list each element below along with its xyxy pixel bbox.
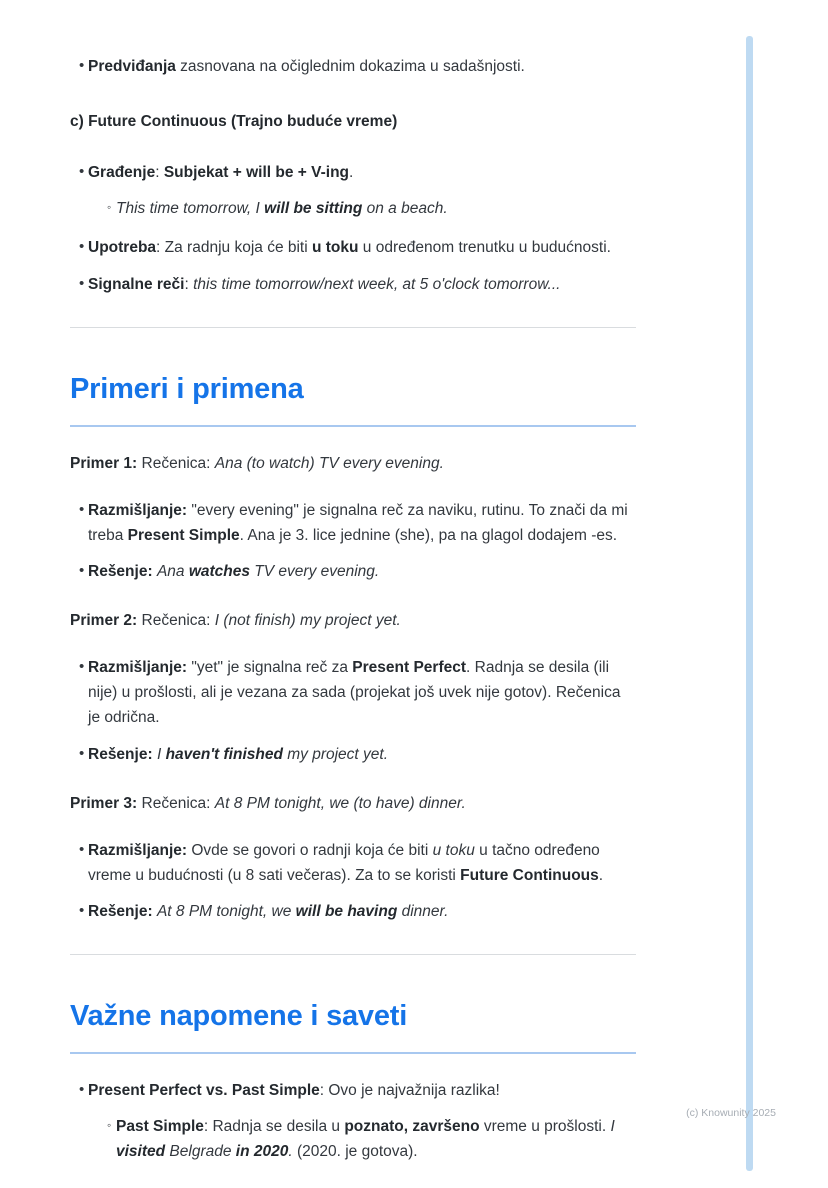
text-run: Rešenje: — [88, 562, 153, 580]
text-run: : — [184, 275, 194, 293]
section-divider — [70, 327, 636, 328]
section-heading: Važne napomene i saveti — [70, 993, 636, 1054]
bullet-item — [70, 742, 636, 767]
bullet-text — [88, 54, 636, 79]
section-heading: Primeri i primena — [70, 366, 636, 427]
text-run: on a beach. — [362, 200, 448, 218]
sub-bullet-text — [116, 1114, 636, 1164]
bullet-icon: • — [79, 561, 85, 579]
text-run: Razmišljanje: — [88, 501, 188, 519]
bullet-item — [70, 559, 636, 584]
text-run: vreme u prošlosti. — [479, 1118, 611, 1136]
text-run: : — [155, 164, 164, 182]
text-run: Signalne reči — [88, 275, 185, 293]
text-run: Subjekat + will be + V-ing — [163, 164, 350, 182]
bullet-icon: • — [79, 57, 85, 74]
text-run: dinner. — [397, 902, 449, 920]
sub-bullet-item — [70, 1114, 636, 1164]
section-divider — [70, 954, 636, 955]
text-run: Rečenica: — [137, 794, 215, 812]
bullet-list — [70, 498, 636, 584]
text-run: visited — [116, 1143, 166, 1161]
document-body — [70, 36, 636, 1188]
bullet-item — [70, 838, 636, 888]
bullet-text — [88, 1078, 636, 1103]
text-run: Primer 2: — [70, 612, 138, 630]
text-run: Razmišljanje: — [88, 841, 188, 859]
text-run: c) Future Continuous (Trajno buduće vreme) — [70, 113, 398, 131]
paragraph — [70, 109, 636, 134]
bullet-list — [70, 1078, 636, 1164]
text-run: . Ana je 3. lice jednine (she), pa na glagol dodajem -es. — [239, 526, 618, 544]
text-run: Razmišljanje: — [88, 659, 188, 677]
text-run: in 2020 — [235, 1143, 289, 1161]
bullet-list — [70, 54, 636, 79]
paragraph — [70, 608, 636, 633]
text-run: : Za radnju koja će biti — [156, 239, 312, 257]
text-run: : Ovo je najvažnija razlika! — [319, 1082, 500, 1100]
bullet-item — [70, 54, 636, 79]
bullet-text — [88, 272, 636, 297]
text-run: haven't finished — [165, 745, 283, 763]
bullet-text — [88, 498, 636, 548]
text-run: u toku — [432, 841, 475, 859]
bullet-icon: • — [79, 163, 85, 181]
text-run: : Radnja se desila u — [203, 1118, 345, 1136]
bullet-text — [88, 235, 636, 260]
text-run: Ovde se govori o radnji koja će biti — [187, 841, 433, 859]
text-run: Rešenje: — [88, 745, 153, 763]
text-run: this time tomorrow/next week, at 5 o'clock tomorrow... — [193, 275, 561, 293]
paragraph — [70, 791, 636, 816]
bullet-text — [88, 655, 636, 730]
bullet-icon: • — [79, 1081, 85, 1099]
page-edge-stripe — [746, 36, 753, 1171]
text-run: Ana — [156, 562, 189, 580]
bullet-icon: • — [79, 658, 85, 676]
bullet-icon: • — [79, 500, 85, 518]
bullet-list — [70, 838, 636, 924]
bullet-list — [70, 160, 636, 296]
text-run: . — [288, 1143, 297, 1161]
text-run: u toku — [312, 239, 359, 257]
text-run: At 8 PM tonight, we (to have) dinner. — [214, 794, 466, 812]
paragraph — [70, 451, 636, 476]
bullet-icon: • — [79, 744, 85, 762]
text-run: I (not finish) my project yet. — [214, 612, 401, 630]
text-run: At 8 PM tonight, we — [156, 902, 296, 920]
bullet-item — [70, 899, 636, 924]
text-run: Rešenje: — [88, 902, 153, 920]
text-run: Present Simple — [127, 526, 240, 544]
bullet-item — [70, 498, 636, 548]
bullet-item — [70, 1078, 636, 1103]
text-run: (2020. je gotova). — [296, 1143, 418, 1161]
sub-bullet-icon: ◦ — [107, 200, 112, 215]
text-run: "every evening" je signalna reč za naviku, rutinu. To znači da mi treba — [88, 501, 628, 544]
text-run: Ana (to watch) TV every evening. — [214, 454, 444, 472]
bullet-text — [88, 838, 636, 888]
text-run: This time tomorrow, I — [116, 200, 265, 218]
sub-bullet-item — [70, 196, 636, 221]
text-run: TV every evening. — [250, 562, 380, 580]
text-run: Rečenica: — [137, 454, 215, 472]
text-run: . Radnja se desila (ili nije) u prošlosti, ali je vezana za sada (projekat još uvek nije gotov). Rečenica je odrična. — [88, 659, 621, 727]
bullet-text — [88, 899, 636, 924]
bullet-icon: • — [79, 274, 85, 292]
text-run: Primer 3: — [70, 794, 138, 812]
bullet-item — [70, 235, 636, 260]
bullet-text — [88, 160, 636, 185]
text-run: u tačno određeno vreme u budućnosti (u 8 sati večeras). Za to se koristi — [88, 841, 600, 884]
text-run: will be sitting — [264, 200, 363, 218]
text-run: Present Perfect — [352, 659, 467, 677]
text-run: I — [610, 1118, 615, 1136]
bullet-text — [88, 742, 636, 767]
text-run: Rečenica: — [137, 612, 215, 630]
text-run: zasnovana na očiglednim dokazima u sadašnjosti. — [175, 58, 525, 75]
text-run: Primer 1: — [70, 454, 138, 472]
text-run: Present Perfect vs. Past Simple — [88, 1082, 320, 1100]
sub-bullet-icon: ◦ — [107, 1118, 112, 1133]
bullet-icon: • — [79, 840, 85, 858]
bullet-icon: • — [79, 238, 85, 256]
bullet-item — [70, 655, 636, 730]
text-run: will be having — [295, 902, 398, 920]
text-run: Future Continuous — [460, 866, 599, 884]
bullet-text — [88, 559, 636, 584]
text-run: "yet" je signalna reč za — [187, 659, 353, 677]
text-run: Upotreba — [88, 239, 157, 257]
text-run: . — [349, 164, 354, 182]
text-run: poznato, završeno — [344, 1118, 480, 1136]
sub-bullet-text — [116, 196, 636, 221]
bullet-item — [70, 160, 636, 185]
text-run: Građenje — [88, 164, 156, 182]
text-run: Past Simple — [116, 1118, 204, 1136]
text-run: . — [598, 866, 604, 884]
text-run: Belgrade — [165, 1143, 236, 1161]
text-run: my project yet. — [282, 745, 389, 763]
bullet-list — [70, 655, 636, 766]
bullet-icon: • — [79, 901, 85, 919]
text-run: I — [156, 745, 166, 763]
text-run: u određenom trenutku u budućnosti. — [358, 239, 611, 257]
bullet-item — [70, 272, 636, 297]
text-run: watches — [188, 562, 250, 580]
text-run: Predviđanja — [88, 58, 176, 75]
footer-credit: (c) Knowunity 2025 — [686, 1107, 776, 1119]
